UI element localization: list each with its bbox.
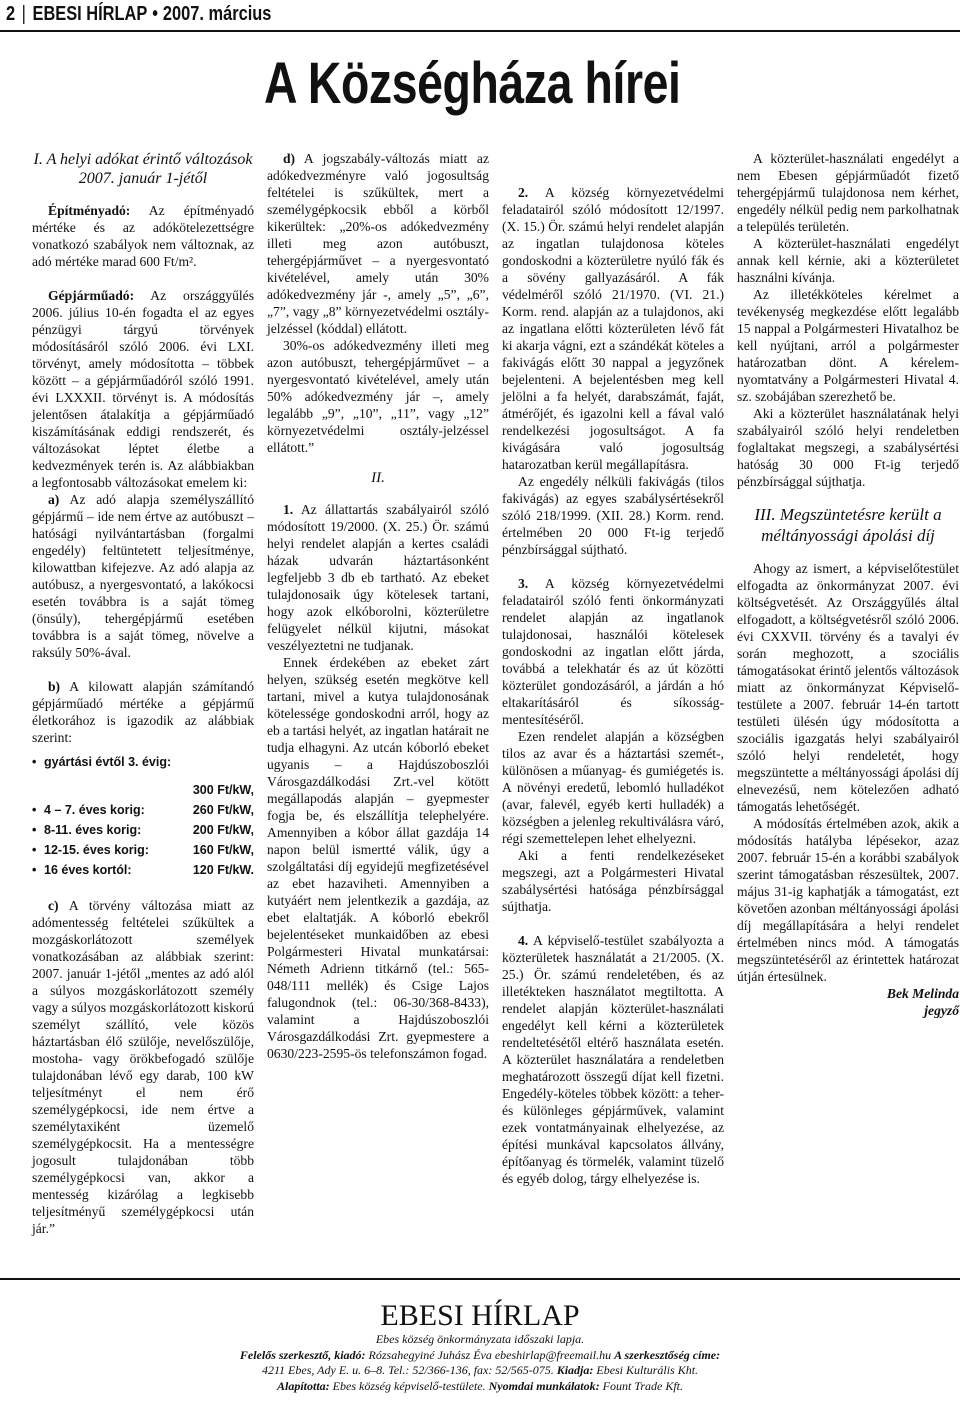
section-3-heading: III. Megszüntetésre került a méltányossági ápolási díj	[754, 505, 942, 545]
paragraph-permit-vehicles: A közterület-használati engedélyt a nem Ebesen gépjárműadót fizető tehergépjármű tulajdonosa nem kérhet, engedély nélkül pedig nem parkolhatnak a település területén.	[737, 151, 959, 234]
page-header	[6, 3, 271, 26]
vehicle-tax-label: Gépjárműadó:	[48, 288, 135, 303]
list-item: • 8-11. éves korig: 200 Ft/kW,	[32, 820, 254, 840]
footer-subtitle: Ebes község önkormányzata időszaki lapja.	[375, 1332, 585, 1346]
signature-title: jegyző	[924, 1003, 959, 1018]
header-bullet: •	[152, 3, 159, 25]
section-2-heading: II.	[371, 470, 385, 486]
paragraph-burning-ban: Ezen rendelet alapján a községben tilos az avar és a háztartási szemét-, különösen a műanyag- és gumiégetés is. A növényi eredetű, lebomló hulladékot (avar, falevél, egyéb kerti hulladék) a községben a jelenleg rekultiválásra váró, régi szemettelepen lehet elhelyezni.	[502, 729, 724, 846]
footer-editor-line: Felelős szerkesztő, kiadó: Rózsahegyiné Juhász Éva ebeshirlap@freemail.hu A szerkesztőség címe:	[239, 1347, 721, 1362]
paragraph-animal-keeping: 1. Az állattartás szabályairól szóló módosított 19/2000. (X. 25.) Ör. számú helyi rendelet alapján a kertes családi házak udvarán háztartásonként legfeljebb 3 db eb tartható. Az ebeket tulajdonosaik úgy kötelesek tartani, hogy azok elkóborolni, közterületre felügyelet nélkül kijutni, másokat veszélyeztetni ne tudjanak.	[267, 502, 489, 653]
footer-rule	[0, 1278, 960, 1280]
header-rule	[0, 30, 960, 32]
column-1	[32, 150, 254, 1237]
tax-rate-list	[32, 752, 254, 880]
paragraph-environment: 2. A község környezetvédelmi feladatairól szóló módosított 12/1997. (X. 15.) Ör. számú helyi rendelet alapján az ingatlan tulajdonosa köteles gondoskodni a közterületre nyúló fák és a sövény gallyazásáról. A fák védelméről szóló 21/1970. (VI. 21.) Korm. rend. alapján az a tulajdonos, aki az ingatlana előtti közterületen lévő fát ki akarja vágni, ezt a szándékát köteles a fakivágás előtt 30 nappal a jegyzőnek bejelenteni. A bejelentésben meg kell jelölni a fa helyét, darabszámát, faját, átmérőjét, és igazolni kell a fával való rendelkezési jogosultságot. A fa kivágására való jogosultság hatarozatban kerül megállapításra.	[502, 185, 724, 472]
paragraph-point-d-cont: 30%-os adókedvezmény illeti meg azon autóbuszt, tehergépjárművet – a nyergesvontató kivételével, amely után 50% adókedvezmény jár –, amely legalább „9”, „10”, „11”, vagy „12” környezetvédelmi osztály-jelzéssel ellátott.”	[267, 338, 489, 455]
column-4	[737, 150, 959, 1019]
section-1-heading: I. A helyi adókat érintő változások 2007. január 1-jétől	[33, 151, 253, 187]
column-2	[267, 150, 489, 1062]
page-title: A Községháza hírei	[264, 51, 681, 116]
list-item: • 12-15. éves korig: 160 Ft/kW,	[32, 840, 254, 860]
list-item: • gyártási évtől 3. évig: 300 Ft/kW,	[32, 752, 254, 800]
footer-address-line: 4211 Ebes, Ady E. u. 6–8. Tel.: 52/366-136, fax: 52/565-075. Kiadja: Ebesi Kulturális Kht.	[261, 1363, 699, 1377]
imprint	[0, 1300, 960, 1394]
paragraph-building-tax: Építményadó: Az építményadó mértéke és az adókötelezettségre vonatkozó szabályok nem változnak, az adó mértéke marad 600 Ft/m².	[32, 203, 254, 269]
paragraph-vehicle-tax: Gépjárműadó: Az országgyűlés 2006. július 10-én fogadta el az egyes pénzügyi tárgyú törvények módosításáról szóló 2006. évi LXI. törvényt, amely módosította – többek között – a gépjárműadóról szóló 1991. évi LXXXII. törvényt is. A módosítás jelentősen átalakítja a gépjárműadó kiszámításának eddigi rendszerét, és változásokat léptet életbe a kedvezmények terén is. Az alábbiakban a legfontosabb változásokat emelem ki:	[32, 288, 254, 490]
paragraph-permit-request: Az illetékköteles kérelmet a tevékenység megkezdése előtt legalább 15 nappal a Polgármesteri Hivatalhoz be kell nyújtani, arról a polgármester határozatban dönt. A kérelem-nyomtatvány a Polgármesteri Hivatal 4. sz. szobájában szerezhető be.	[737, 287, 959, 404]
list-item: • 16 éves kortól: 120 Ft/kW.	[32, 860, 254, 880]
paragraph-point-b: b) A kilowatt alapján számítandó gépjárműadó mértéke a gépjármű életkorához is igazodik az alábbiak szerint:	[32, 679, 254, 745]
signature-name: Bek Melinda	[886, 986, 959, 1001]
list-item: • 4 – 7. éves korig: 260 Ft/kW,	[32, 800, 254, 820]
footer-founder-line: Alapította: Ebes község képviselő-testülete. Nyomdai munkálatok: Fount Trade Kft.	[277, 1378, 683, 1393]
paragraph-point-c: c) A törvény változása miatt az adómentesség feltételei szűkültek a mozgáskorlátozott személyek vonatkozásában az alábbiak szerint: 2007. január 1-jétől „mentes az adó alól a súlyos mozgáskorlátozott személy vagy a súlyos mozgáskorlátozott kiskorú személyt szállító, vele közös háztartásban élő szülője, nevelőszülője, mostoha- vagy örökbefogadó szülője tulajdonában lévő egy darab, 100 kW teljesítményt el nem érő személygépkocsi, ide nem értve a személytaxiként üzemelő személygépkocsit. Ha a mentességre jogosult tulajdonában több személygépkocsi van, akkor a mentesség kizárólag a legkisebb teljesítményű személygépkocsi után jár.”	[32, 898, 254, 1236]
header-separator: |	[21, 3, 26, 25]
paragraph-public-space: 4. A képviselő-testület szabályozta a közterületek használatát a 21/2005. (X. 25.) Ör. számú rendeletében, és az illetékteken használatot megtiltotta. A rendelet alapján közterület-használati engedélyt kell kérni a közterületek rendeltetésétől eltérő használata esetén. A közterület használatára a rendeletben meghatározott összegű díjat kell fizetni. Engedély-köteles többek között: a teher- és különleges gépjárművek, valamint ezek vontatmányainak elhelyezése, az építési munkával kapcsolatos állvány, építőanyag és törmelék, valamint tüzelő és egyéb dolog, tárgy elhelyezése is.	[502, 933, 724, 1186]
paragraph-permit-fine: Aki a közterület használatának helyi szabályairól szóló helyi rendeletben foglaltakat megszegi, a szabálysértési hatóság 30 000 Ft-ig terjedő pénzbírsággal sújthatja.	[737, 406, 959, 489]
paragraph-tree-felling: Az engedély nélküli fakivágás (tilos fakivágás) az egyes szabálysértésekről szóló 218/1999. (XII. 28.) Korm. rend. értelmében 20 000 Ft-ig terjedő pénzbírsággal sújtható.	[502, 474, 724, 557]
page-number: 2	[6, 3, 16, 25]
paragraph-fines: Aki a fenti rendelkezéseket megszegi, azt a Polgármesteri Hivatal szabálysértési hatósága pénzbírsággal sújthatja.	[502, 848, 724, 914]
paragraph-point-d: d) A jogszabály-változás miatt az adókedvezményre való jogosultság feltételei is szűkültek, mert a személygépkocsik ebből a körből kikerültek: „20%-os adókedvezmény illeti meg azon autóbuszt, tehergépjárművet – a nyergesvontató kivételével, amely után 30% adókedvezmény jár -, amely „5”, „6”, „7”, vagy „8” környezetvédelmi osztály-jelzéssel (kóddal) ellátott.	[267, 151, 489, 336]
building-tax-label: Építményadó:	[48, 203, 131, 218]
publication-name: EBESI HÍRLAP	[32, 3, 148, 25]
paragraph-permit-applicant: A közterület-használati engedélyt annak kell kérnie, aki a közterületet használni kívánja.	[737, 236, 959, 285]
footer-paper-name: EBESI HÍRLAP	[380, 1299, 580, 1332]
paragraph-care-allowance-change: A módosítás értelmében azok, akik a módosítás hatályba lépésekor, azaz 2007. február 15-én a korábbi szabályok szerint támogatásban részesültek, 2007. május 31-ig kaphatják a támogatást, ezt követően azonban méltányossági ápolási díj megállapítására a helyi rendelet értelmében nincs mód. A támogatás megszüntetéséről az érintettek határozat útján értesülnek.	[737, 816, 959, 984]
paragraph-stray-dogs: Ennek érdekében az ebeket zárt helyen, szükség esetén megkötve kell tartani, mivel a kutya tulajdonosának kötelessége gondoskodni arról, hogy az eb a tartási helyét, az ingatlan határait ne tudja elhagyni. Az utcán kóborló ebeket ugyanis – a Hajdúszoboszlói Városgazdálkodási Zrt.-vel kötött megállapodás alapján – gyepmester fogja be, és elszállítja telephelyére. Amennyiben a kóbor állat gazdája 14 napon belül ismertté válik, úgy a szolgáltatási díj egyidejű megfizetésével az ebet hazaviheti. Amennyiben a kutyáért nem jelentkezik a gazdája, az ebet elaltatják. A kóborló ebekről bejelentéseket munkaidőben az ebesi Polgármesteri Hivatal munkatársai: Németh Adrienn titkárnő (tel.: 565-048/111 mellék) és Csige Lajos falugondnok (tel.: 06-30/368-8433), valamint a Hajdúszoboszlói Városgazdálkodási Zrt. gyepmestere a 0630/223-2595-ös telefonszámon fogad.	[267, 655, 489, 1061]
paragraph-property-care: 3. A község környezetvédelmi feladatairól szóló fenti önkormányzati rendelet alapján az ingatlanok tulajdonosai, használói kötelesek gondoskodni az ingatlan előtt járda, továbbá a telekhatár és az út közötti közterület gondozásáról, a járdán a hó eltakarításáról és síkosság-mentesítéséről.	[502, 576, 724, 727]
paragraph-care-allowance: Ahogy az ismert, a képviselőtestület elfogadta az önkormányzat 2007. évi költségvetését. Az Országgyűlés által elfogadott, a költségvetésről szóló 2006. évi CXXVII. törvény és a tavalyi év során meghozott, a szociális támogatásokat érintő jelentős változások miatt az önkormányzat Képviselő-testülete a 2007. február 14-én tartott testületi ülésén úgy módosította a szociális igazgatás helyi szabályairól szóló helyi rendeletét, hogy megszüntette a méltányossági ápolási díj elnevezésű, nem kötelezően adható támogatás lehetőségét.	[737, 561, 959, 814]
paragraph-point-a: a) Az adó alapja személyszállító gépjármű – ide nem értve az autóbuszt – hatósági nyilvántartásban (forgalmi engedély) feltüntetett teljesítménye, kilowattban kifejezve. Az adó alapja az autóbusz, a nyergesvontató, a lakókocsi esetén továbbra is a saját tömeg (önsúly), tehergépjármű esetében továbbra is a saját tömeg, növelve a raksúly 50%-ával.	[32, 492, 254, 660]
issue-date: 2007. március	[162, 3, 272, 25]
column-3	[502, 150, 724, 1187]
